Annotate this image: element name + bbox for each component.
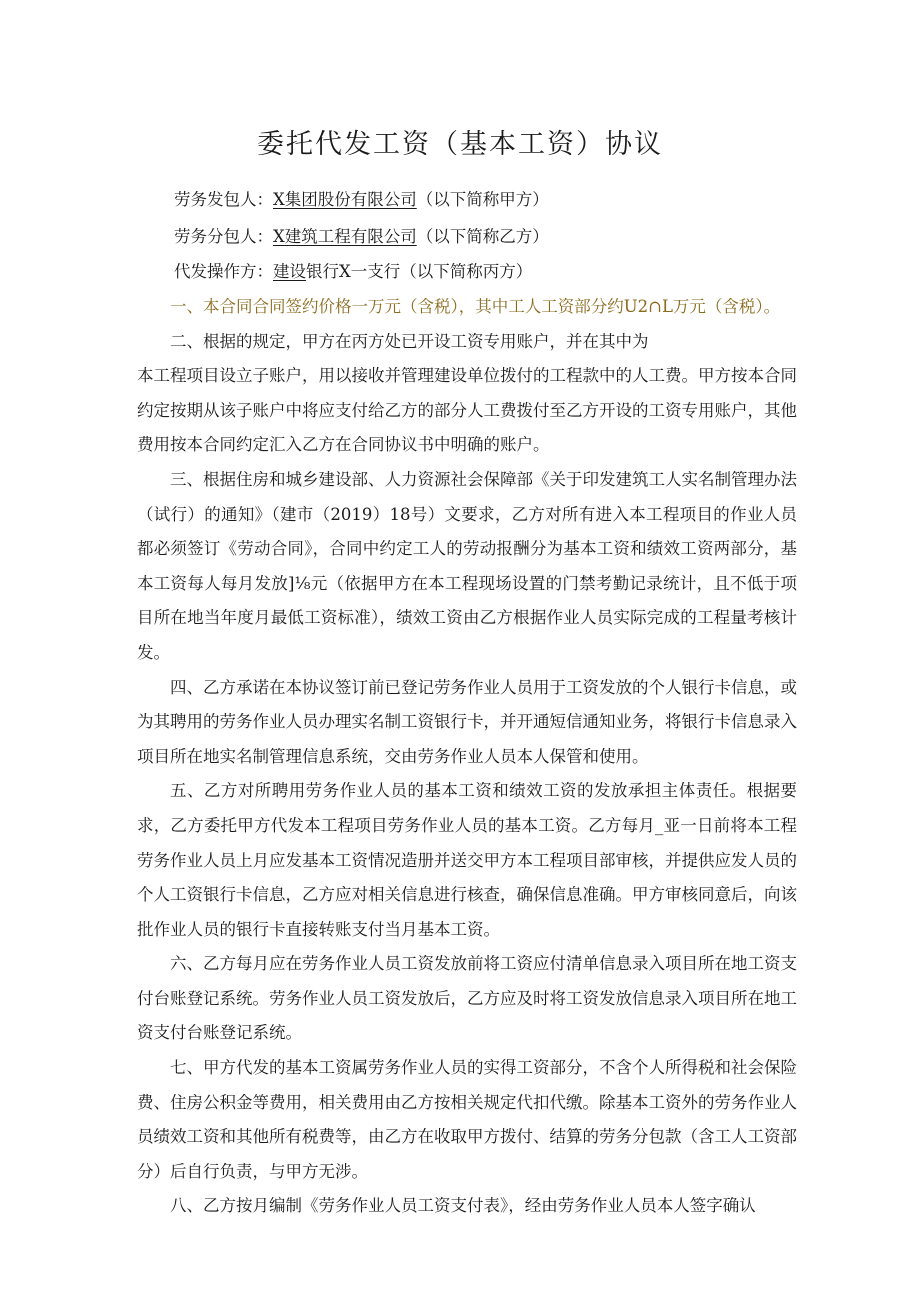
party-b-name: X建筑工程有限公司 <box>273 227 417 246</box>
clauses-body <box>137 290 797 1224</box>
party-b-line <box>174 225 549 249</box>
party-a-line <box>174 188 549 212</box>
party-c-label: 代发操作方： <box>174 262 273 281</box>
party-b-label: 劳务分包人： <box>174 227 273 246</box>
clause-3: 三、根据住房和城乡建设部、人力资源社会保障部《关于印发建筑工人实名制管理办法（试行）的通知》（建市（2019）18号）文要求，乙方对所有进入本工程项目的作业人员都必须签订《劳动合同》，合同中约定工人的劳动报酬分为基本工资和绩效工资两部分，基本工资每人每月发放]⅛元（依据甲方在本工程现场设置的门禁考勤记录统计，且不低于项目所在地当年度月最低工资标准），绩效工资由乙方根据作业人员实际完成的工程量考核计发。 <box>137 469 797 662</box>
party-c-line <box>174 260 532 284</box>
document-title: 委托代发工资（基本工资）协议 <box>257 129 663 160</box>
clause-5: 五、乙方对所聘用劳务作业人员的基本工资和绩效工资的发放承担主体责任。根据要求，乙方委托甲方代发本工程项目劳务作业人员的基本工资。乙方每月_亚一日前将本工程劳务作业人员上月应发基本工资情况造册并送交甲方本工程项目部审核，并提供应发人员的个人工资银行卡信息，乙方应对相关信息进行核查，确保信息准确。甲方审核同意后，向该批作业人员的银行卡直接转账支付当月基本工资。 <box>137 781 797 939</box>
party-a-name: X集团股份有限公司 <box>273 190 417 209</box>
clause-8: 八、乙方按月编制《劳务作业人员工资支付表》，经由劳务作业人员本人签字确认 <box>170 1196 756 1216</box>
party-a-suffix: （以下简称甲方） <box>416 190 549 209</box>
party-a-label: 劳务发包人： <box>174 190 273 209</box>
clause-6: 六、乙方每月应在劳务作业人员工资发放前将工资应付清单信息录入项目所在地工资支付台账登记系统。劳务作业人员工资发放后，乙方应及时将工资发放信息录入项目所在地工资支付台账登记系统。 <box>137 954 797 1043</box>
clause-1: 一、本合同合同签约价格一万元（含税），其中工人工资部分约U2∩L万元（含税）。 <box>170 297 781 316</box>
clause-4: 四、乙方承诺在本协议签订前已登记劳务作业人员用于工资发放的个人银行卡信息，或为其聘用的劳务作业人员办理实名制工资银行卡，并开通短信通知业务，将银行卡信息录入项目所在地实名制管理信息系统，交由劳务作业人员本人保管和使用。 <box>137 677 797 766</box>
clause-2: 二、根据的规定，甲方在丙方处已开设工资专用账户，并在其中为 <box>170 331 649 351</box>
party-b-suffix: （以下简称乙方） <box>416 227 549 246</box>
clause-2-continued: 本工程项目设立子账户，用以接收并管理建设单位拨付的工程款中的人工费。甲方按本合同约定按期从该子账户中将应支付给乙方的部分人工费拨付至乙方开设的工资专用账户，其他费用按本合同约定汇入乙方在合同协议书中明确的账户。 <box>137 366 797 455</box>
party-c-suffix: 银行X一支行（以下简称丙方） <box>306 262 533 281</box>
party-c-name: 建设 <box>273 262 306 281</box>
clause-7: 七、甲方代发的基本工资属劳务作业人员的实得工资部分，不含个人所得税和社会保险费、住房公积金等费用，相关费用由乙方按相关规定代扣代缴。除基本工资外的劳务作业人员绩效工资和其他所有税费等，由乙方在收取甲方拨付、结算的劳务分包款（含工人工资部分）后自行负责，与甲方无涉。 <box>137 1058 797 1181</box>
